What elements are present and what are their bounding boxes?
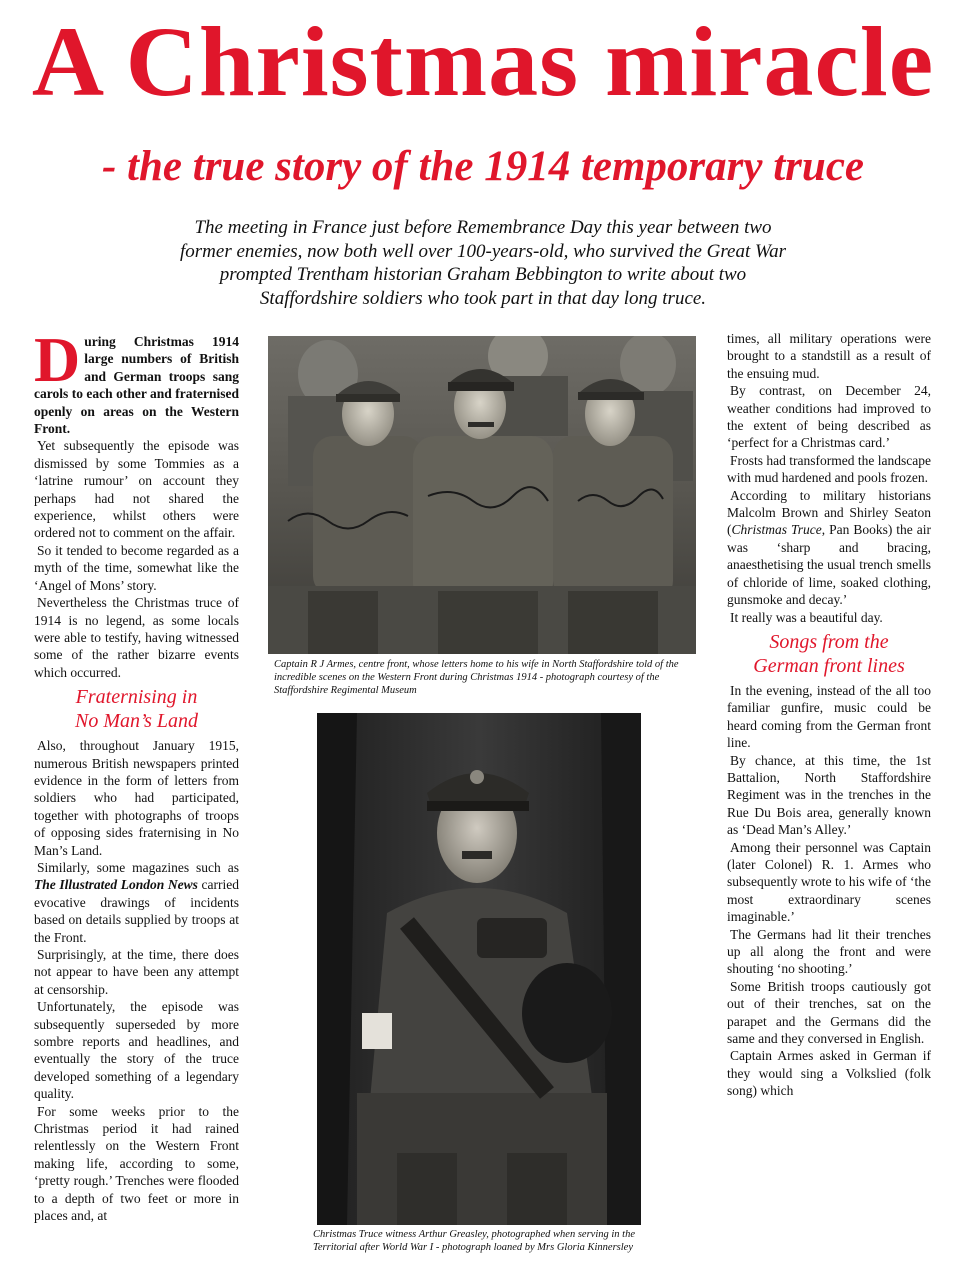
body-paragraph xyxy=(727,487,931,609)
body-paragraph: Surprisingly, at the time, there does not appear to have been any attempt at censorship. xyxy=(34,947,239,997)
body-paragraph: Some British troops cautiously got out of their trenches, sat on the parapet and the Germans did the same and they conversed in English. xyxy=(727,978,931,1047)
section-heading-line: Fraternising in xyxy=(75,686,198,709)
text-run: Similarly, some magazines such as xyxy=(37,859,239,875)
body-paragraph: For some weeks prior to the Christmas period it had rained relentlessly on the Western Front making life, according to some, ‘pretty rough.’ Trenches were flooded to a depth of two feet or more in places and, at xyxy=(34,1103,239,1224)
body-paragraph: Yet subsequently the episode was dismissed by some Tommies as a ‘latrine rumour’ on account they perhaps had not shared the experience, whilst others were ordered not to comment on the affair. xyxy=(34,438,239,541)
body-paragraph: Unfortunately, the episode was subsequently superseded by more sombre reports and headlines, and eventually the story of the truce developed something of a legendary quality. xyxy=(34,999,239,1102)
lead-paragraph xyxy=(34,324,239,437)
left-column xyxy=(34,324,239,1225)
section-heading-line: Songs from the xyxy=(769,630,889,653)
body-paragraph: times, all military operations were brought to a standstill as a result of the ensuing mud. xyxy=(727,331,931,381)
body-paragraph: So it tended to become regarded as a myth of the time, somewhat like the ‘Angel of Mons’ story. xyxy=(34,542,239,593)
photo-caption: Christmas Truce witness Arthur Greasley, photographed when serving in the Territorial after World War I - photograph loaned by Mrs Gloria Kinnersley xyxy=(313,1229,635,1253)
soldier-portrait-photo xyxy=(317,713,641,1225)
standfirst: The meeting in France just before Remembrance Day this year between two former enemies, now both well over 100-years-old, who survived the Great War prompted Trentham historian Graham Bebbington to write about two Staffordshire soldiers who took part in that day long truce. xyxy=(180,217,786,309)
section-heading-fraternising xyxy=(34,685,239,733)
body-paragraph: The Germans had lit their trenches up all along the front and were shouting ‘no shooting.’ xyxy=(727,926,931,977)
section-heading-line: No Man’s Land xyxy=(75,710,198,733)
text-run: According to military historians Malcolm Brown and Shirley Seaton ( xyxy=(727,487,931,538)
body-paragraph: Also, throughout January 1915, numerous British newspapers printed evidence in the form of letters from soldiers who had participated, together with photographs of troops of opposing sides fraternising in No Man’s Land. xyxy=(34,738,239,858)
text-run: carried evocative drawings of incidents based on details supplied by troops at the Front. xyxy=(34,877,239,945)
body-paragraph xyxy=(34,859,239,946)
body-paragraph: Captain Armes asked in German if they would sing a Volkslied (folk song) which xyxy=(727,1048,931,1099)
lead-text: uring Christmas 1914 large numbers of British and German troops sang carols to each other and fraternised openly on areas on the Western Front. xyxy=(34,334,239,437)
subheadline: - the true story of the 1914 temporary truce xyxy=(101,143,864,190)
section-heading-line: German front lines xyxy=(753,654,905,677)
body-paragraph: Frosts had transformed the landscape with mud hardened and pools frozen. xyxy=(727,452,931,486)
photo-caption: Captain R J Armes, centre front, whose letters home to his wife in North Staffordshire told of the incredible scenes on the Western Front during Christmas 1914 - photograph courtesy of the Staffordshire Regimental Museum xyxy=(274,659,679,696)
body-paragraph: In the evening, instead of the all too familiar gunfire, music could be heard coming from the German front line. xyxy=(727,682,931,751)
headline: A Christmas miracle xyxy=(31,6,935,117)
right-column xyxy=(727,330,931,1100)
body-paragraph: By contrast, on December 24, weather conditions had improved to the extent of being described as ‘perfect for a Christmas card.’ xyxy=(727,383,931,451)
drop-cap: D xyxy=(34,324,81,395)
officers-group-photo xyxy=(268,336,696,654)
section-heading-songs xyxy=(727,630,931,678)
publication-title: The Illustrated London News xyxy=(34,877,198,893)
body-paragraph: Among their personnel was Captain (later Colonel) R. 1. Armes who subsequently wrote to his wife of ‘the most extraordinary scenes imaginable.’ xyxy=(727,839,931,925)
book-title: Christmas Truce xyxy=(731,522,822,538)
body-paragraph: Nevertheless the Christmas truce of 1914 is no legend, as some locals were able to testify, having witnessed some of the rather bizarre events which occurred. xyxy=(34,595,239,680)
body-paragraph: It really was a beautiful day. xyxy=(730,609,883,625)
body-paragraph: By chance, at this time, the 1st Battalion, North Staffordshire Regiment was in the trenches in the Rue Du Bois area, generally known as ‘Dead Man’s Alley.’ xyxy=(727,752,931,838)
text-run: , Pan Books) the air was ‘sharp and bracing, anaesthetising the usual trench smells of chloride of lime, soaked clothing, gunsmoke and decay.’ xyxy=(727,522,931,608)
